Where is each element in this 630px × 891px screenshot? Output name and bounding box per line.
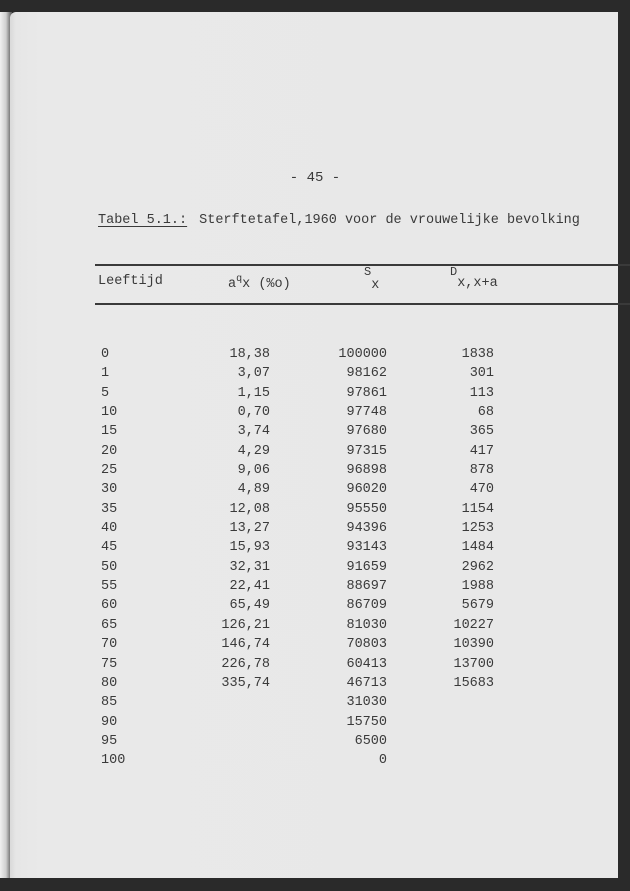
cell-deaths: 365 <box>469 424 494 440</box>
table-row <box>0 753 630 772</box>
table-row <box>0 676 630 695</box>
cell-survivors: 94396 <box>346 521 387 537</box>
cell-deaths: 1988 <box>461 579 494 595</box>
cell-deaths: 10390 <box>453 637 494 653</box>
cell-survivors: 86709 <box>346 598 387 614</box>
table-row <box>0 695 630 714</box>
cell-deaths: 13700 <box>453 656 494 672</box>
table-body <box>0 347 630 773</box>
cell-deaths: 1484 <box>461 540 494 556</box>
table-row <box>0 424 630 443</box>
header-death-probability <box>228 274 291 292</box>
cell-age: 65 <box>101 617 118 633</box>
cell-survivors: 96020 <box>346 482 387 498</box>
cell-survivors: 15750 <box>346 714 387 730</box>
header-d-main: D <box>450 265 458 279</box>
table-title: Sterftetafel,1960 voor de vrouwelijke bevolking <box>199 213 580 228</box>
cell-age: 20 <box>101 443 118 459</box>
cell-deaths: 113 <box>469 385 494 401</box>
cell-death-probability: 3,07 <box>237 366 270 382</box>
table-row <box>0 637 630 656</box>
cell-survivors: 98162 <box>346 366 387 382</box>
table-row <box>0 715 630 734</box>
cell-survivors: 88697 <box>346 579 387 595</box>
table-row <box>0 657 630 676</box>
table-header <box>0 266 630 302</box>
table-row <box>0 579 630 598</box>
cell-age: 80 <box>101 675 118 691</box>
cell-survivors: 31030 <box>346 695 387 711</box>
cell-deaths: 2962 <box>461 559 494 575</box>
cell-deaths: 417 <box>469 443 494 459</box>
table-row <box>0 463 630 482</box>
table-label: Tabel 5.1.: <box>98 213 188 228</box>
cell-deaths: 878 <box>469 463 494 479</box>
cell-death-probability: 3,74 <box>237 424 270 440</box>
cell-age: 45 <box>101 540 118 556</box>
cell-survivors: 60413 <box>346 656 387 672</box>
table-row <box>0 540 630 559</box>
header-deaths <box>450 265 498 291</box>
cell-survivors: 93143 <box>346 540 387 556</box>
cell-survivors: 6500 <box>354 733 387 749</box>
cell-survivors: 97315 <box>346 443 387 459</box>
cell-death-probability: 126,21 <box>221 617 270 633</box>
cell-survivors: 70803 <box>346 637 387 653</box>
cell-deaths: 1838 <box>461 347 494 362</box>
cell-deaths: 68 <box>477 405 494 421</box>
cell-death-probability: 0,70 <box>237 405 270 421</box>
cell-deaths: 15683 <box>453 675 494 691</box>
cell-death-probability: 15,93 <box>229 540 270 556</box>
cell-death-probability: 32,31 <box>229 559 270 575</box>
header-age: Leeftijd <box>98 274 163 289</box>
table-row <box>0 482 630 501</box>
cell-survivors: 97680 <box>346 424 387 440</box>
table-row <box>0 598 630 617</box>
cell-age: 40 <box>101 521 118 537</box>
cell-age: 95 <box>101 733 118 749</box>
table-row <box>0 521 630 540</box>
cell-age: 15 <box>101 424 118 440</box>
cell-death-probability: 18,38 <box>229 347 270 362</box>
header-d-sub: x,x+a <box>457 276 498 291</box>
cell-age: 50 <box>101 559 118 575</box>
cell-survivors: 95550 <box>346 501 387 517</box>
table-row <box>0 618 630 637</box>
cell-age: 100 <box>101 753 126 769</box>
cell-age: 70 <box>101 637 118 653</box>
cell-deaths: 470 <box>469 482 494 498</box>
cell-age: 0 <box>101 347 110 362</box>
cell-deaths: 10227 <box>453 617 494 633</box>
header-q-suffix: x (%o) <box>242 277 291 292</box>
cell-deaths: 1154 <box>461 501 494 517</box>
cell-deaths: 301 <box>469 366 494 382</box>
cell-age: 75 <box>101 656 118 672</box>
header-survivors <box>364 265 380 293</box>
cell-age: 85 <box>101 695 118 711</box>
cell-age: 30 <box>101 482 118 498</box>
table-row <box>0 386 630 405</box>
table-row <box>0 366 630 385</box>
table-caption <box>98 213 580 228</box>
cell-death-probability: 22,41 <box>229 579 270 595</box>
page-number: - 45 - <box>289 170 341 186</box>
cell-age: 55 <box>101 579 118 595</box>
table-row <box>0 560 630 579</box>
table-row <box>0 405 630 424</box>
cell-death-probability: 13,27 <box>229 521 270 537</box>
header-q-sup: q <box>236 274 243 285</box>
cell-death-probability: 146,74 <box>221 637 270 653</box>
cell-death-probability: 4,29 <box>237 443 270 459</box>
cell-age: 5 <box>101 385 110 401</box>
cell-survivors: 97861 <box>346 385 387 401</box>
cell-age: 25 <box>101 463 118 479</box>
header-q-prefix: a <box>228 277 237 292</box>
cell-death-probability: 12,08 <box>229 501 270 517</box>
table-header-rule <box>95 303 630 305</box>
cell-age: 1 <box>101 366 110 382</box>
cell-survivors: 96898 <box>346 463 387 479</box>
cell-survivors: 46713 <box>346 675 387 691</box>
cell-deaths: 1253 <box>461 521 494 537</box>
cell-survivors: 0 <box>378 753 387 769</box>
header-s-main: S <box>364 265 372 279</box>
table-row <box>0 444 630 463</box>
cell-age: 60 <box>101 598 118 614</box>
cell-deaths: 5679 <box>461 598 494 614</box>
cell-survivors: 97748 <box>346 405 387 421</box>
cell-death-probability: 226,78 <box>221 656 270 672</box>
cell-death-probability: 65,49 <box>229 598 270 614</box>
cell-age: 10 <box>101 405 118 421</box>
cell-survivors: 91659 <box>346 559 387 575</box>
cell-age: 35 <box>101 501 118 517</box>
table-row <box>0 734 630 753</box>
cell-survivors: 100000 <box>338 347 387 362</box>
header-s-sub: x <box>371 278 380 293</box>
cell-death-probability: 4,89 <box>237 482 270 498</box>
cell-death-probability: 9,06 <box>237 463 270 479</box>
cell-age: 90 <box>101 714 118 730</box>
cell-survivors: 81030 <box>346 617 387 633</box>
table-row <box>0 347 630 366</box>
table-row <box>0 502 630 521</box>
cell-death-probability: 1,15 <box>237 385 270 401</box>
cell-death-probability: 335,74 <box>221 675 270 691</box>
